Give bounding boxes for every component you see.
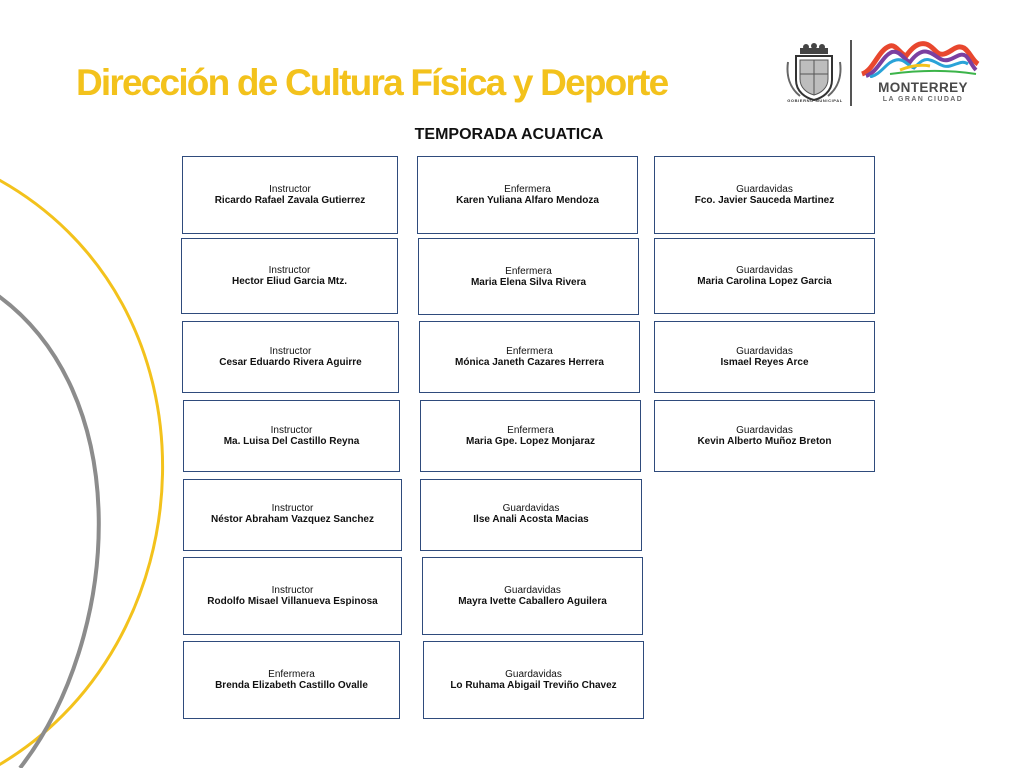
yellow-arc: [0, 175, 163, 768]
staff-card: [420, 479, 642, 551]
header-logos: [786, 38, 986, 110]
logo-divider: [850, 40, 852, 106]
section-title: TEMPORADA ACUATICA: [414, 126, 604, 143]
staff-name: Ilse Anali Acosta Macias: [473, 514, 589, 525]
staff-card: [181, 238, 398, 314]
staff-card: [654, 238, 875, 314]
staff-role: Guardavidas: [736, 346, 793, 357]
staff-card: [417, 156, 638, 234]
staff-card: [419, 321, 640, 393]
staff-role: Instructor: [269, 346, 312, 357]
staff-name: Ricardo Rafael Zavala Gutierrez: [214, 195, 366, 206]
staff-card: [183, 479, 402, 551]
staff-role: Guardavidas: [736, 425, 793, 436]
staff-name: Ismael Reyes Arce: [720, 357, 809, 368]
staff-card: [654, 400, 875, 472]
staff-role: Instructor: [268, 265, 311, 276]
staff-name: Mayra Ivette Caballero Aguilera: [458, 596, 607, 607]
seal-caption: GOBIERNO MUNICIPAL: [787, 98, 843, 103]
staff-role: Enfermera: [268, 669, 315, 680]
staff-name: Hector Eliud Garcia Mtz.: [231, 276, 348, 287]
staff-role: Instructor: [271, 585, 314, 596]
staff-role: Instructor: [270, 425, 313, 436]
staff-name: Fco. Javier Sauceda Martinez: [694, 195, 835, 206]
page-title: Dirección de Cultura Física y Deporte: [76, 62, 668, 103]
staff-name: Maria Elena Silva Rivera: [470, 277, 587, 288]
staff-name: Lo Ruhama Abigail Treviño Chavez: [450, 680, 617, 691]
staff-role: Instructor: [271, 503, 314, 514]
staff-card: [654, 156, 875, 234]
staff-card: [420, 400, 641, 472]
staff-role: Enfermera: [504, 184, 551, 195]
staff-name: Ma. Luisa Del Castillo Reyna: [223, 436, 360, 447]
staff-role: Enfermera: [506, 346, 553, 357]
staff-name: Brenda Elizabeth Castillo Ovalle: [215, 680, 368, 691]
staff-name: Néstor Abraham Vazquez Sanchez: [210, 514, 374, 525]
monterrey-mountains-logo-icon: [860, 40, 980, 78]
staff-role: Guardavidas: [505, 669, 562, 680]
monterrey-tagline: LA GRAN CIUDAD: [882, 96, 964, 103]
staff-card: [183, 400, 400, 472]
staff-name: Karen Yuliana Alfaro Mendoza: [456, 195, 599, 206]
staff-card: [182, 321, 399, 393]
staff-card: [422, 557, 643, 635]
staff-role: Enfermera: [505, 266, 552, 277]
staff-card: [183, 641, 400, 719]
staff-role: Guardavidas: [502, 503, 560, 514]
staff-name: Kevin Alberto Muñoz Breton: [697, 436, 832, 447]
gray-arc: [0, 290, 99, 768]
staff-card: [183, 557, 402, 635]
staff-card: [182, 156, 398, 234]
staff-role: Instructor: [269, 184, 311, 195]
staff-role: Enfermera: [507, 425, 554, 436]
staff-card: [418, 238, 639, 315]
staff-name: Maria Gpe. Lopez Monjaraz: [466, 436, 595, 447]
staff-name: Mónica Janeth Cazares Herrera: [455, 357, 604, 368]
monterrey-wordmark: MONTERREY: [878, 80, 968, 95]
staff-role: Guardavidas: [736, 184, 793, 195]
staff-role: Guardavidas: [504, 585, 561, 596]
staff-card: [654, 321, 875, 393]
staff-card: [423, 641, 644, 719]
staff-name: Rodolfo Misael Villanueva Espinosa: [207, 596, 378, 607]
municipal-seal-icon: [786, 42, 842, 104]
staff-role: Guardavidas: [736, 265, 793, 276]
staff-name: Cesar Eduardo Rivera Aguirre: [219, 357, 362, 368]
staff-name: Maria Carolina Lopez Garcia: [697, 276, 832, 287]
